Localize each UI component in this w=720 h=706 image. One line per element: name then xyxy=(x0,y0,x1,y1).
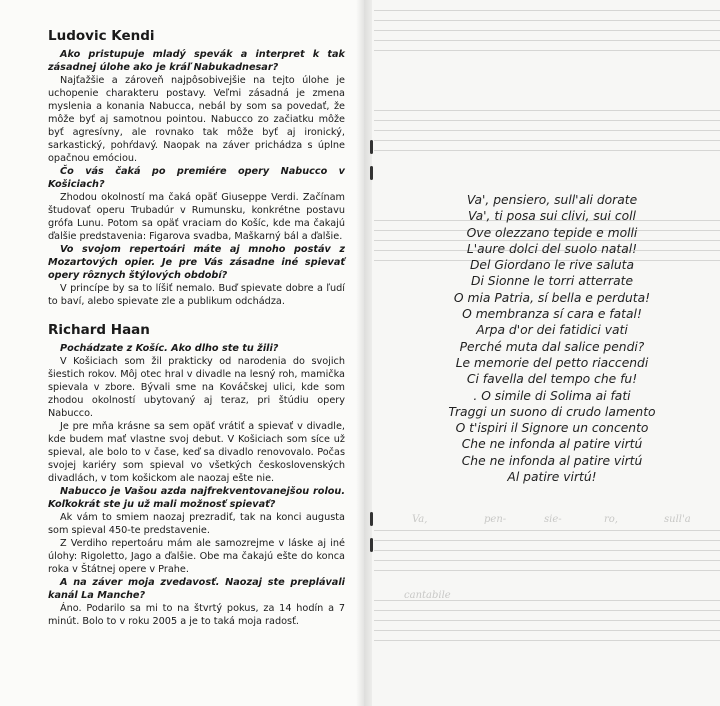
interview-column xyxy=(48,28,345,628)
poem-line: Le memorie del petto riaccendi xyxy=(455,355,649,370)
question: Pochádzate z Košíc. Ako dlho ste tu žili? xyxy=(60,343,279,354)
poem-line: O mia Patria, sí bella e perduta! xyxy=(453,290,651,305)
binding-mark xyxy=(370,166,373,180)
poem-va-pensiero xyxy=(400,192,704,485)
answer: V Košiciach som žil prakticky od narodenia do svojich šiestich rokov. Môj otec hral v divadle na lesný roh, mamička spievala v zbore. Bývali sme na Kováčskej ulici, kde som zhodou okolností ubytovaný aj teraz, pri štúdiu opery Nabucco. xyxy=(48,356,345,419)
watermark-lyric: sie- xyxy=(544,514,562,525)
question: Ako pristupuje mladý spevák a interpret k tak zásadnej úlohe ako je kráľ Nabukadnesar? xyxy=(48,49,345,73)
section-heading: Ludovic Kendi xyxy=(48,28,155,44)
poem-line: Arpa d'or dei fatidici vati xyxy=(476,323,628,338)
question: Čo vás čaká po premiére opery Nabucco v Košiciach? xyxy=(48,166,345,190)
poem-line: . O simile di Solima ai fati xyxy=(473,388,631,403)
watermark-lyric: pen- xyxy=(484,514,507,525)
poem-line: L'aure dolci del suolo natal! xyxy=(466,241,638,256)
music-staff-watermark xyxy=(374,10,720,58)
watermark-lyric: sull'a xyxy=(664,514,691,525)
watermark-lyric: ro, xyxy=(604,514,618,525)
poem-line: Va', ti posa sui clivi, sui coll xyxy=(468,209,636,224)
answer: Je pre mňa krásne sa sem opäť vrátiť a spievať v divadle, kde budem mať vlastne svoj debut. V Košiciach som síce už spieval, ale bolo to v čase, keď sa divadlo renovovalo. Počas svojej kariéry som spieval vo všetkých československých divadlách, v tom košickom ale naozaj ešte nie. xyxy=(48,421,345,484)
poem-line: Che ne infonda al patire virtú xyxy=(461,453,643,468)
answer: Zhodou okolností ma čaká opäť Giuseppe Verdi. Začínam študovať operu Trubadúr v Rumunsku, konkrétne postavu grófa Lunu. Potom sa opäť vraciam do Košíc, kde ma čakajú ďalšie predstavenia: Figarova svadba, Maškarný bál a ďalšie. xyxy=(48,192,345,242)
answer: Najťažšie a zároveň najpôsobivejšie na tejto úlohe je uchopenie charakteru postavy. Veľmi zásadná je zmena myslenia a konania Nabucca, nebál by som sa povedať, že môže byť aj samotnou pointou. Nabucco zo začiatku môže byť agresívny, ale rovnako tak môže byť aj ironický, sarkastický, pohŕdavý. Naopak na záver prichádza s úplne opačnou emóciou. xyxy=(48,75,345,164)
book-gutter xyxy=(356,0,372,706)
poem-line: Ove olezzano tepide e molli xyxy=(466,225,638,240)
poem-line: Al patire virtú! xyxy=(507,470,597,485)
poem-line: O membranza sí cara e fatal! xyxy=(462,307,642,322)
music-staff-watermark xyxy=(374,530,720,578)
poem-line: O t'ispiri il Signore un concento xyxy=(455,421,649,436)
binding-mark xyxy=(370,512,373,526)
poem-line: Va', pensiero, sull'ali dorate xyxy=(466,193,638,207)
section-heading: Richard Haan xyxy=(48,322,150,338)
poem-line: Ci favella del tempo che fu! xyxy=(466,372,638,387)
poem-line: Di Sionne le torri atterrate xyxy=(470,274,634,289)
answer: Áno. Podarilo sa mi to na štvrtý pokus, za 14 hodín a 7 minút. Bolo to v roku 2005 a je to taká moja radosť. xyxy=(48,603,345,627)
poem-line: Che ne infonda al patire virtú xyxy=(461,437,643,452)
answer: Ak vám to smiem naozaj prezradiť, tak na konci augusta som spieval 450-te predstavenie. xyxy=(48,512,345,536)
answer: Z Verdiho repertoáru mám ale samozrejme v láske aj iné úlohy: Rigoletto, Jago a ďalšie. Obe ma čakajú ešte do konca roka v Štátnej opere v Prahe. xyxy=(48,538,345,575)
answer: V princípe by sa to líšiť nemalo. Buď spievate dobre a ľudí to baví, alebo spievate zle a publikum odchádza. xyxy=(48,283,345,307)
binding-mark xyxy=(370,140,373,154)
question: A na záver moja zvedavosť. Naozaj ste preplávali kanál La Manche? xyxy=(48,577,345,601)
music-staff-watermark xyxy=(374,110,720,158)
watermark-lyric: Va, xyxy=(412,514,428,525)
question: Nabucco je Vašou azda najfrekventovanejšou rolou. Koľkokrát ste ju už mali možnosť spievať? xyxy=(48,486,345,510)
poem-line: Perché muta dal salice pendi? xyxy=(459,339,645,354)
question: Vo svojom repertoári máte aj mnoho postáv z Mozartových opier. Je pre Vás zásadne iné spievať opery rôznych štýlových období? xyxy=(48,244,345,281)
watermark-dynamic: cantabile xyxy=(404,590,451,601)
poem-line: Del Giordano le rive saluta xyxy=(469,258,635,273)
binding-mark xyxy=(370,538,373,552)
music-staff-watermark xyxy=(374,600,720,648)
poem-line: Traggi un suono di crudo lamento xyxy=(448,404,656,419)
